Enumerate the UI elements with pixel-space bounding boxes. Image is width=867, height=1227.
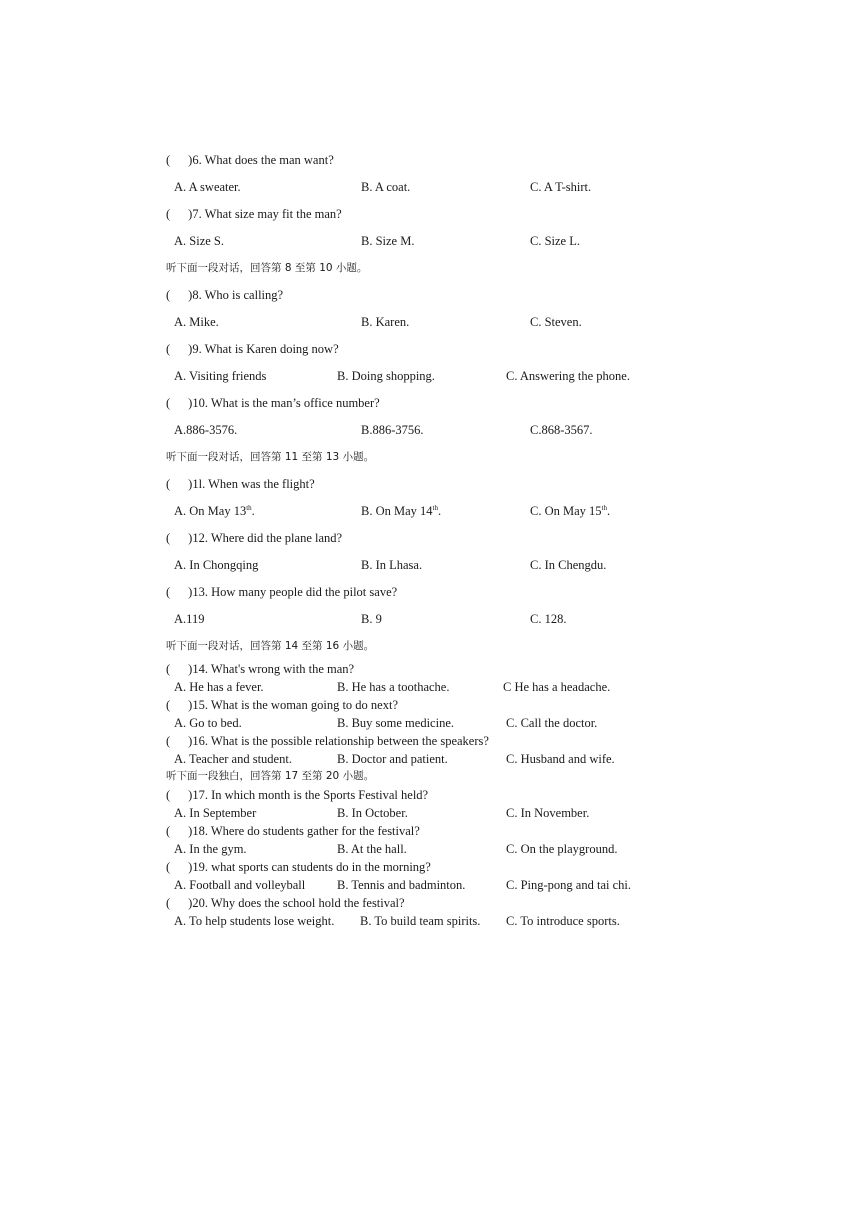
question-11 — [166, 476, 315, 492]
option-9-a: A. Visiting friends — [174, 369, 267, 383]
option-9-b: B. Doing shopping. — [337, 369, 435, 383]
question-number: 10. — [192, 396, 208, 410]
question-number: 9. — [192, 342, 202, 356]
question-14 — [166, 661, 354, 677]
question-10 — [166, 395, 380, 411]
question-number: 18. — [192, 824, 208, 838]
option-18-b: B. At the hall. — [337, 842, 407, 856]
option-7-a: A. Size S. — [174, 234, 224, 248]
option-16-a: A. Teacher and student. — [174, 752, 292, 766]
option-19-b: B. Tennis and badminton. — [337, 878, 466, 892]
question-number: 1l. — [192, 477, 206, 491]
question-number: 8. — [192, 288, 202, 302]
question-9 — [166, 341, 339, 357]
option-16-c: C. Husband and wife. — [506, 752, 615, 766]
option-16-b: B. Doctor and patient. — [337, 752, 448, 766]
answer-paren-open: ( — [166, 396, 171, 410]
question-20 — [166, 895, 405, 911]
question-text: What is the possible relationship between the speakers? — [210, 734, 489, 748]
answer-paren-open: ( — [166, 788, 171, 802]
option-20-b: B. To build team spirits. — [360, 914, 481, 928]
question-text: How many people did the pilot save? — [211, 585, 398, 599]
answer-paren-close: ) — [188, 396, 193, 410]
question-number: 20. — [192, 896, 208, 910]
option-6-c: C. A T-shirt. — [530, 180, 592, 194]
option-12-c: C. In Chengdu. — [530, 558, 607, 572]
section-instruction-11-13: 听下面一段对话，回答第 11 至第 13 小题。 — [166, 451, 375, 463]
answer-paren-open: ( — [166, 698, 171, 712]
question-text: What size may fit the man? — [204, 207, 342, 221]
question-number: 12. — [192, 531, 208, 545]
question-text: what sports can students do in the morning? — [211, 860, 431, 874]
option-18-a: A. In the gym. — [174, 842, 247, 856]
question-number: 16. — [192, 734, 208, 748]
answer-paren-open: ( — [166, 342, 171, 356]
answer-paren-close: ) — [188, 896, 193, 910]
option-19-c: C. Ping-pong and tai chi. — [506, 878, 631, 892]
answer-paren-open: ( — [166, 585, 171, 599]
option-10-c: C.868-3567. — [530, 423, 593, 437]
question-15 — [166, 697, 398, 713]
question-17 — [166, 787, 428, 803]
section-instruction-14-16: 听下面一段对话，回答第 14 至第 16 小题。 — [166, 640, 375, 652]
question-18 — [166, 823, 420, 839]
option-7-b: B. Size M. — [361, 234, 415, 248]
answer-paren-close: ) — [188, 342, 193, 356]
answer-paren-open: ( — [166, 153, 171, 167]
answer-paren-open: ( — [166, 662, 171, 676]
answer-paren-open: ( — [166, 734, 171, 748]
answer-paren-open: ( — [166, 531, 171, 545]
section-instruction-8-10: 听下面一段对话，回答第 8 至第 10 小题。 — [166, 262, 368, 274]
question-number: 13. — [192, 585, 208, 599]
option-15-b: B. Buy some medicine. — [337, 716, 454, 730]
option-12-a: A. In Chongqing — [174, 558, 259, 572]
option-11-b: B. On May 14th. — [361, 504, 442, 518]
answer-paren-close: ) — [188, 698, 193, 712]
question-text: Where did the plane land? — [210, 531, 343, 545]
question-text: What is the woman going to do next? — [210, 698, 398, 712]
option-13-a: A.119 — [174, 612, 205, 626]
option-14-c: C He has a headache. — [503, 680, 611, 694]
option-13-b: B. 9 — [361, 612, 382, 626]
answer-paren-close: ) — [188, 860, 193, 874]
answer-paren-close: ) — [188, 734, 193, 748]
answer-paren-close: ) — [188, 824, 193, 838]
option-17-c: C. In November. — [506, 806, 590, 820]
question-7 — [166, 206, 342, 222]
question-12 — [166, 530, 342, 546]
option-6-a: A. A sweater. — [174, 180, 241, 194]
question-text: What does the man want? — [204, 153, 334, 167]
option-13-c: C. 128. — [530, 612, 567, 626]
question-number: 14. — [192, 662, 208, 676]
answer-paren-close: ) — [188, 207, 193, 221]
question-text: What's wrong with the man? — [210, 662, 355, 676]
question-number: 15. — [192, 698, 208, 712]
option-14-b: B. He has a toothache. — [337, 680, 450, 694]
option-11-c: C. On May 15th. — [530, 504, 611, 518]
option-8-c: C. Steven. — [530, 315, 582, 329]
question-number: 17. — [192, 788, 208, 802]
option-15-c: C. Call the doctor. — [506, 716, 598, 730]
option-6-b: B. A coat. — [361, 180, 411, 194]
question-text: Who is calling? — [204, 288, 284, 302]
option-17-b: B. In October. — [337, 806, 408, 820]
question-text: Where do students gather for the festival? — [210, 824, 420, 838]
option-8-a: A. Mike. — [174, 315, 219, 329]
option-10-a: A.886-3576. — [174, 423, 238, 437]
option-19-a: A. Football and volleyball — [174, 878, 306, 892]
answer-paren-close: ) — [188, 531, 193, 545]
question-19 — [166, 859, 431, 875]
answer-paren-close: ) — [188, 288, 193, 302]
option-11-a: A. On May 13th. — [174, 504, 255, 518]
question-number: 7. — [192, 207, 202, 221]
answer-paren-open: ( — [166, 896, 171, 910]
answer-paren-close: ) — [188, 477, 193, 491]
option-8-b: B. Karen. — [361, 315, 410, 329]
question-6 — [166, 152, 334, 168]
option-14-a: A. He has a fever. — [174, 680, 264, 694]
answer-paren-close: ) — [188, 585, 193, 599]
option-18-c: C. On the playground. — [506, 842, 618, 856]
question-16 — [166, 733, 489, 749]
question-text: What is the man’s office number? — [210, 396, 380, 410]
question-number: 6. — [192, 153, 202, 167]
answer-paren-close: ) — [188, 153, 193, 167]
answer-paren-open: ( — [166, 288, 171, 302]
question-13 — [166, 584, 397, 600]
option-12-b: B. In Lhasa. — [361, 558, 423, 572]
option-15-a: A. Go to bed. — [174, 716, 242, 730]
option-20-c: C. To introduce sports. — [506, 914, 620, 928]
question-text: When was the flight? — [208, 477, 315, 491]
question-text: In which month is the Sports Festival held? — [211, 788, 429, 802]
option-9-c: C. Answering the phone. — [506, 369, 630, 383]
question-8 — [166, 287, 283, 303]
question-text: What is Karen doing now? — [204, 342, 339, 356]
answer-paren-open: ( — [166, 207, 171, 221]
option-20-a: A. To help students lose weight. — [174, 914, 335, 928]
option-7-c: C. Size L. — [530, 234, 580, 248]
answer-paren-close: ) — [188, 788, 193, 802]
answer-paren-open: ( — [166, 860, 171, 874]
section-instruction-17-20: 听下面一段独白，回答第 17 至第 20 小题。 — [166, 770, 375, 782]
answer-paren-open: ( — [166, 824, 171, 838]
question-number: 19. — [192, 860, 208, 874]
answer-paren-open: ( — [166, 477, 171, 491]
option-17-a: A. In September — [174, 806, 257, 820]
question-text: Why does the school hold the festival? — [210, 896, 405, 910]
answer-paren-close: ) — [188, 662, 193, 676]
option-10-b: B.886-3756. — [361, 423, 424, 437]
